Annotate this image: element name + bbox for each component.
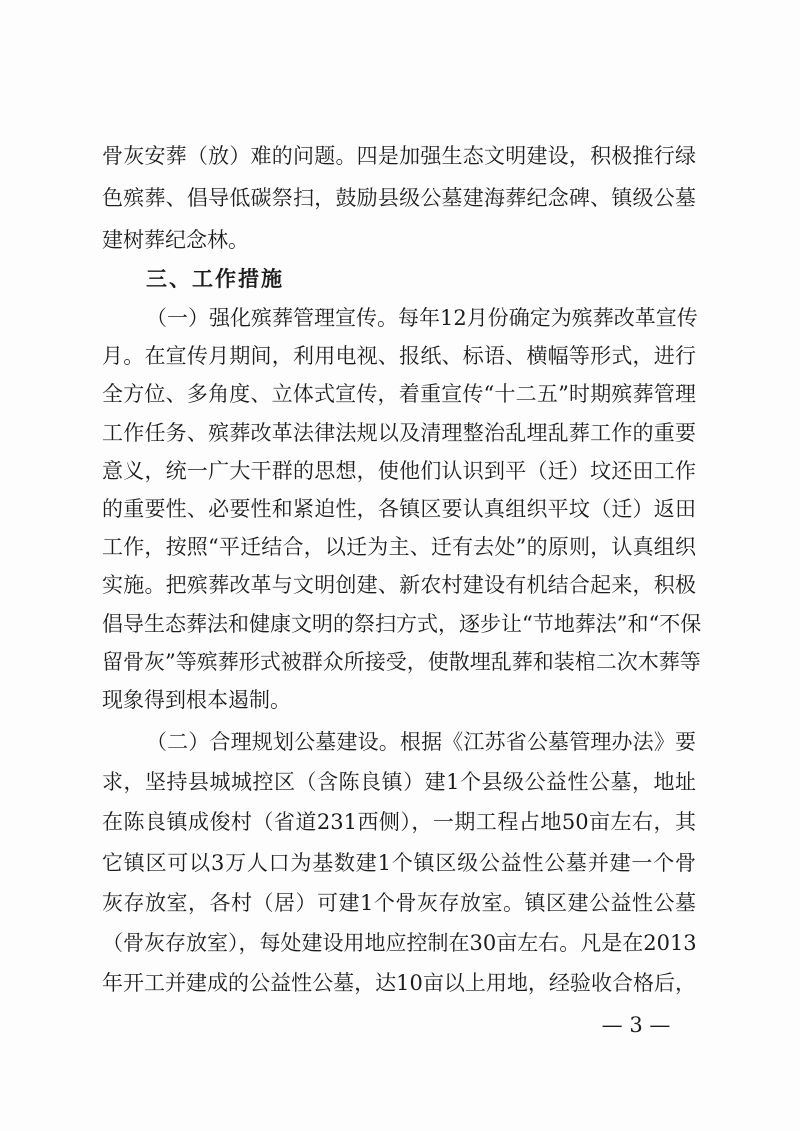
text-line: 建树葬纪念林。 [102,228,249,252]
text-line: 它镇区可以3万人口为基数建1个镇区级公益性公墓并建一个骨 [102,851,696,875]
text-line: 倡导生态葬法和健康文明的祭扫方式，逐步让“节地葬法”和“不保 [102,612,702,636]
text-line: 年开工并建成的公益性公墓，达10亩以上用地，经验收合格后， [102,971,696,995]
section-heading: 三、工作措施 [146,266,284,291]
text-line: 骨灰安葬（放）难的问题。四是加强生态文明建设，积极推行绿 [102,144,696,168]
text-line: 月。在宣传月期间，利用电视、报纸、标语、横幅等形式，进行 [102,344,696,368]
text-line: 实施。把殡葬改革与文明创建、新农村建设有机结合起来，积极 [102,573,696,597]
text-line: （二）合理规划公墓建设。根据《江苏省公墓管理办法》要 [146,730,696,754]
text-line: 灰存放室，各村（居）可建1个骨灰存放室。镇区建公益性公墓 [102,891,696,915]
text-line: （骨灰存放室），每处建设用地应控制在30亩左右。凡是在2013 [102,931,697,955]
text-line: 工作任务、殡葬改革法律法规以及清理整治乱埋乱葬工作的重要 [102,421,696,445]
text-line: 现象得到根本遏制。 [102,688,291,712]
text-line: 色殡葬、倡导低碳祭扫，鼓励县级公墓建海葬纪念碑、镇级公墓 [102,186,696,210]
text-line: （一）强化殡葬管理宣传。每年12月份确定为殡葬改革宣传 [146,306,698,330]
text-line: 工作，按照“平迁结合，以迁为主、迁有去处”的原则，认真组织 [102,535,696,559]
text-line: 的重要性、必要性和紧迫性，各镇区要认真组织平坟（迁）返田 [102,497,696,521]
text-line: 意义，统一广大干群的思想，使他们认识到平（迁）坟还田工作 [102,459,696,483]
text-line: 全方位、多角度、立体式宣传，着重宣传“十二五”时期殡葬管理 [102,382,696,406]
text-line: 求，坚持县城城控区（含陈良镇）建1个县级公益性公墓，地址 [102,770,696,794]
page-number: — 3 — [601,1013,671,1037]
text-line: 在陈良镇成俊村（省道231西侧），一期工程占地50亩左右，其 [102,810,696,834]
text-line: 留骨灰”等殡葬形式被群众所接受，使散埋乱葬和装棺二次木葬等 [102,650,701,674]
